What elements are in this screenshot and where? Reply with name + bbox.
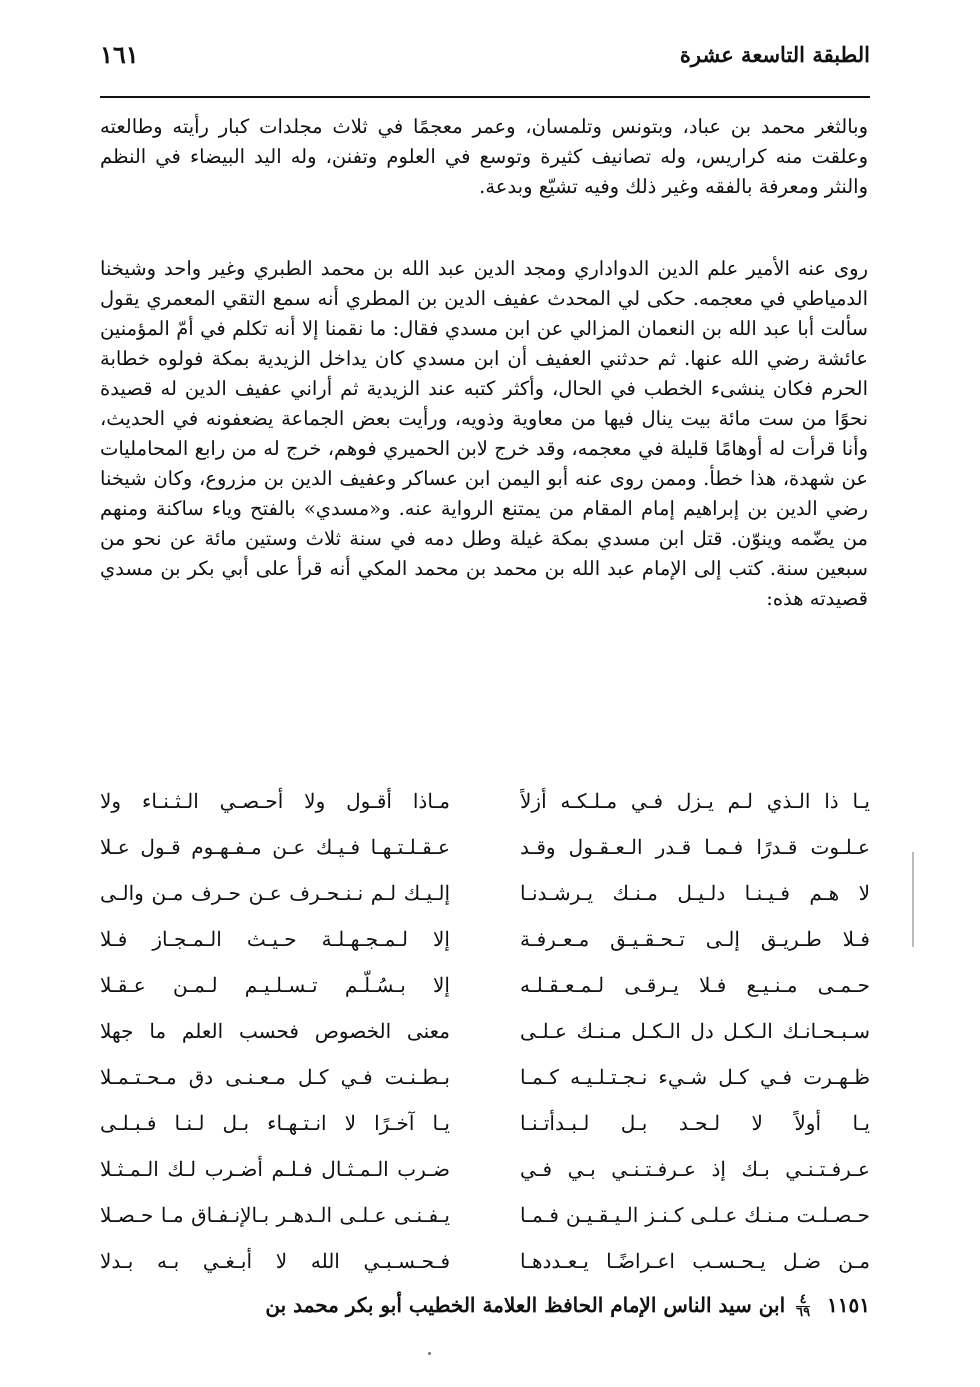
poem-verse	[100, 1244, 870, 1290]
verse-second-hemistich: ضـرب الـمـثـال فـلـم أضـرب لـك الـمـثـلا	[100, 1157, 450, 1181]
verse-first-hemistich: عـلـوت قـدرًا فـمـا قـدر الـعـقـول وقـد	[520, 835, 870, 859]
poem-verse	[100, 922, 870, 968]
body-paragraph-1: وبالثغر محمد بن عباد، وبتونس وتلمسان، وعمر معجمًا في ثلاث مجلدات كبار رأيته وطالعته وعلقت منه كراريس، وله تصانيف كثيرة وتوسع في العلوم وتفنن، وله اليد البيضاء في النظم والنثر ومعرفة بالفقه وغير ذلك وفيه تشيّع وبدعة.	[100, 115, 868, 198]
poem-verse	[100, 1152, 870, 1198]
biography-entry-heading	[100, 1288, 870, 1322]
entry-title: ابن سيد الناس الإمام الحافظ العلامة الخطيب أبو بكر محمد بن	[265, 1293, 786, 1317]
poem-verse	[100, 1198, 870, 1244]
poem	[100, 784, 870, 1290]
verse-first-hemistich: ظـهـرت فـي كـل شـيء نـجـتـلـيـه كـمـا	[520, 1065, 870, 1089]
page-number: ١٦١	[100, 40, 139, 69]
verse-second-hemistich: يـا آخـرًا لا انـتـهـاء بـل لـنـا فـبـلـى	[100, 1111, 450, 1135]
reference-numerator: ٤	[796, 1294, 810, 1307]
scan-margin-mark	[912, 852, 914, 947]
verse-second-hemistich: إلا بـسُـلّـم تـسـلـيـم لـمـن عـقـلا	[100, 973, 450, 997]
reference-denominator: ٦٩	[796, 1305, 811, 1320]
poem-verse	[100, 784, 870, 830]
poem-verse	[100, 1060, 870, 1106]
poem-verse	[100, 1014, 870, 1060]
verse-first-hemistich: لا هـم فـيـنـا دلـيـل مـنـك يـرشـدنـا	[520, 881, 870, 905]
verse-second-hemistich: يـفـنـى عـلـى الـدهـر بـالإنـفـاق مـا حـصـلا	[100, 1203, 450, 1227]
entry-number: ١١٥١	[827, 1293, 870, 1317]
verse-second-hemistich: معنى الخصوص فحسب العلم ما جهلا	[100, 1019, 450, 1043]
verse-second-hemistich: مـاذا أقـول ولا أحـصـي الـثـنـاء ولا	[100, 789, 450, 813]
verse-second-hemistich: إلـيـك لـم نـنـحـرف عـن حـرف مـن والـى	[100, 881, 450, 905]
verse-second-hemistich: بـطـنـت فـي كـل مـعـنـى دق مـحـتـمـلا	[100, 1065, 450, 1089]
verse-first-hemistich: حـمـى مـنـيـع فـلا يـرقـى لـمـعـقـلـه	[520, 973, 870, 997]
page-header	[100, 30, 870, 88]
poem-verse	[100, 876, 870, 922]
verse-first-hemistich: سـبـحـانـك الـكـل دل الـكـل مـنـك عـلـى	[520, 1019, 870, 1043]
poem-verse	[100, 968, 870, 1014]
verse-first-hemistich: عـرفـتـنـي بـك إذ عـرفـتـنـي بـي فـي	[520, 1157, 870, 1181]
poem-verse	[100, 830, 870, 876]
verse-first-hemistich: يـا أولاً لا لـحـد بـل لـبـدأتـنـا	[520, 1111, 870, 1135]
poem-verse	[100, 1106, 870, 1152]
header-rule	[100, 96, 870, 98]
body-paragraph-2: روى عنه الأمير علم الدين الدواداري ومجد الدين عبد الله بن محمد الطبري وغير واحد وشيخنا الدمياطي في معجمه. حكى لي المحدث عفيف الدين بن المطري أنه سمع التقي المعمري يقول سألت أبا عبد الله بن النعمان المزالي عن ابن مسدي فقال: ما نقمنا إلا أنه تكلم في أمّ المؤمنين عائشة رضي الله عنها. ثم حدثني العفيف أن ابن مسدي كان يداخل الزيدية بمكة فولوه خطابة الحرم فكان ينشىء الخطب في الحال، وأكثر كتبه عند الزيدية ثم أراني عفيف الدين له قصيدة نحوًا من ست مائة بيت ينال فيها من معاوية وذويه، ورأيت بعض الجماعة يضعفونه في الحديث، وأنا قرأت له أوهامًا قليلة في معجمه، وقد خرج لابن الحميري فوهم، خرج له من رابع المحامليات عن شهدة، هذا خطأ. وممن روى عنه أبو اليمن ابن عساكر وعفيف الدين بن مزروع، وكان شيخنا رضي الدين بن إبراهيم إمام المقام من يمتنع الرواية عنه. و«مسدي» بالفتح وياء ساكنة ومنهم من يضّمه وينوّن. قتل ابن مسدي بمكة غيلة وطل دمه في سنة ثلاث وستين مائة عن نحو من سبعين سنة. كتب إلى الإمام عبد الله بن محمد بن محمد المكي أنه قرأ على أبي بكر بن مسدي قصيدته هذه:	[100, 257, 868, 610]
verse-second-hemistich: إلا لـمـجـهـلـة حـيـث الـمـجـاز فـلا	[100, 927, 450, 951]
verse-first-hemistich: مـن ضـل يـحـسـب اعـراضًـا يـعـددهـا	[520, 1249, 870, 1273]
scan-speck	[428, 1352, 431, 1355]
source-reference	[796, 1294, 810, 1319]
verse-first-hemistich: حـصـلـت مـنـك عـلـى كـنـز الـيـقـيـن فـمـا	[520, 1203, 870, 1227]
running-title: الطبقة التاسعة عشرة	[679, 42, 870, 67]
verse-first-hemistich: يـا ذا الـذي لـم يـزل فـي مـلـكـه أزلاً	[520, 789, 870, 813]
verse-second-hemistich: فـحـسـبـي الله لا أبـغـي بـه بـدلا	[100, 1249, 450, 1273]
verse-second-hemistich: عـقـلـتـهـا فـيـك عـن مـفـهـوم قـول عـلا	[100, 835, 450, 859]
verse-first-hemistich: فـلا طـريـق إلـى تـحـقـيـق مـعـرفـة	[520, 927, 870, 951]
